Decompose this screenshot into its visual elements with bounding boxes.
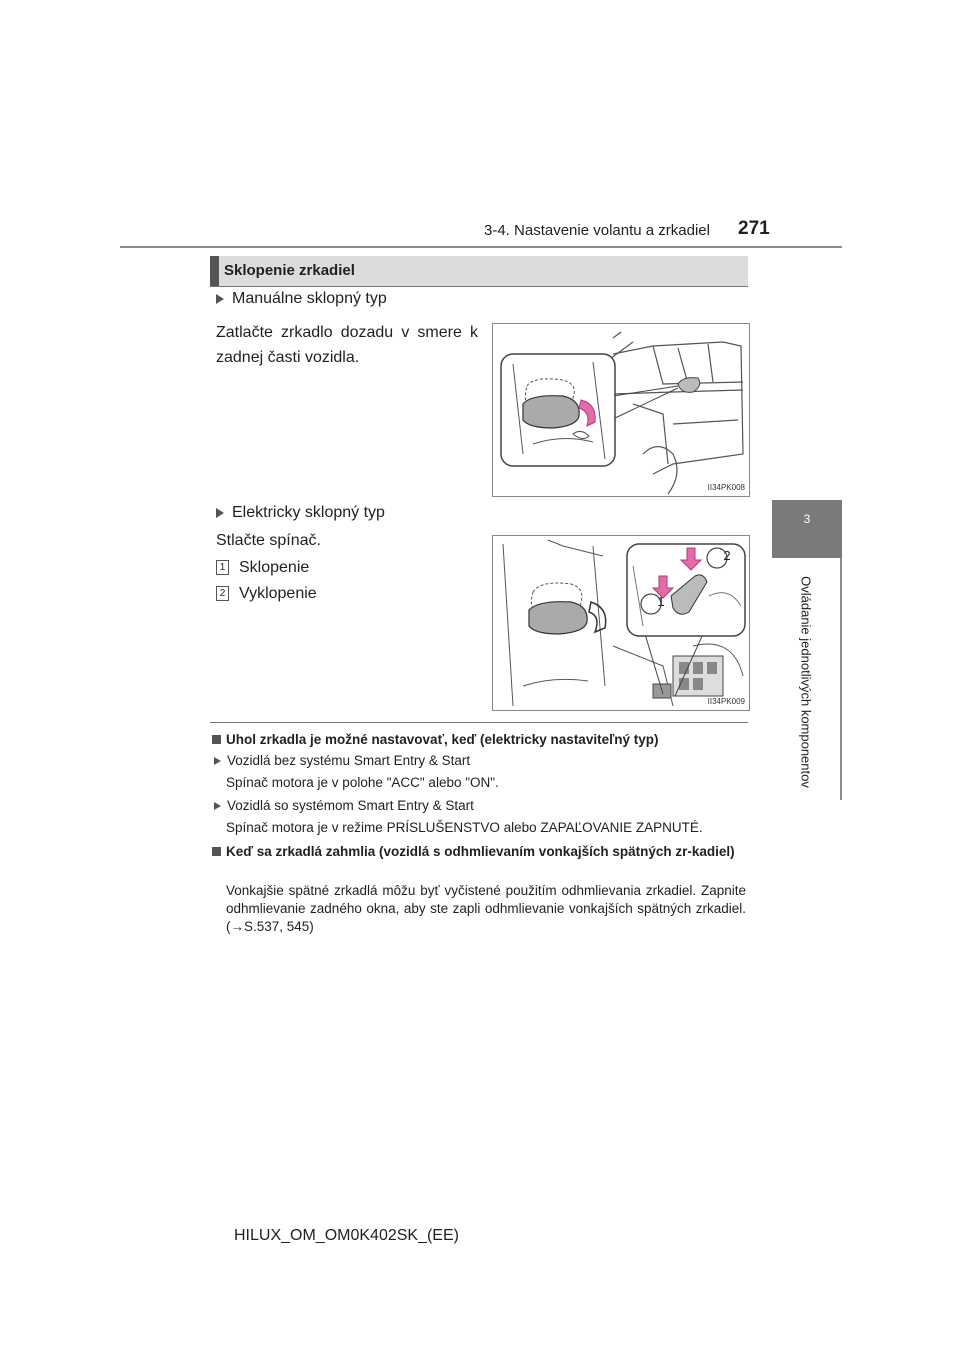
chapter-number: 3 [803,512,811,526]
note-1-sub-1-label: Vozidlá bez systému Smart Entry & Start [214,753,470,768]
note-2-heading: Keď sa zrkadlá zahmlia (vozidlá s odhmlievaním vonkajších spätných zr-kadiel) [212,843,752,861]
number-badge: 2 [216,586,229,601]
chapter-rule [840,558,842,800]
note-2-text: Vonkajšie spätné zrkadlá môžu byť vyčistené použitím odhmlievania zrkadiel. Zapnite odhmlievanie zadného okna, aby ste zapli odhmlievanie vonkajších spätných zrkadiel. (→S.537, 545) [226,883,746,934]
square-bullet-icon [212,847,221,856]
section-title-marker [210,256,219,286]
manual-heading: Manuálne sklopný typ [216,290,387,308]
note-1-heading: Uhol zrkadla je možné nastavovať, keď (elektricky nastaviteľný typ) [212,732,752,747]
callout-number-1: 1 [657,594,665,609]
electric-item-fold: 1 Sklopenie [216,559,309,577]
triangle-bullet-icon [216,508,224,518]
header-section-title: 3-4. Nastavenie volantu a zrkadiel [484,222,710,239]
document-code: HILUX_OM_OM0K402SK_(EE) [234,1227,459,1244]
chapter-tab [772,500,842,558]
manual-mirror-figure [492,323,750,497]
note-1-sub-2-label: Vozidlá so systémom Smart Entry & Start [214,798,474,813]
square-bullet-icon [212,735,221,744]
notes-rule [210,722,748,723]
header-rule [120,246,842,248]
electric-figure-code: II34PK009 [707,697,745,706]
electric-text: Stlačte spínač. [216,532,321,549]
callout-number-2: 2 [723,548,731,563]
truck-mirror-illustration [493,324,749,496]
number-badge: 1 [216,560,229,575]
triangle-bullet-icon [216,294,224,304]
page-number: 271 [738,218,770,239]
manual-text: Zatlačte zrkadlo dozadu v smere k zadnej časti vozidla. [216,324,478,366]
section-title: Sklopenie zrkadiel [224,262,355,279]
manual-figure-code: II34PK008 [707,483,745,492]
electric-mirror-figure [492,535,750,711]
note-1-sub-1-text: Spínač motora je v polohe "ACC" alebo "ON". [226,775,499,790]
note-1-sub-2-text: Spínač motora je v režime PRÍSLUŠENSTVO alebo ZAPAĽOVANIE ZAPNUTÉ. [226,820,703,835]
electric-heading: Elektricky sklopný typ [216,504,385,522]
chapter-title: Ovládanie jednotlivých komponentov [798,576,814,788]
switch-mirror-illustration [493,536,749,710]
triangle-bullet-icon [214,757,221,765]
section-rule [210,286,748,287]
triangle-bullet-icon [214,802,221,810]
electric-item-unfold: 2 Vyklopenie [216,585,317,603]
